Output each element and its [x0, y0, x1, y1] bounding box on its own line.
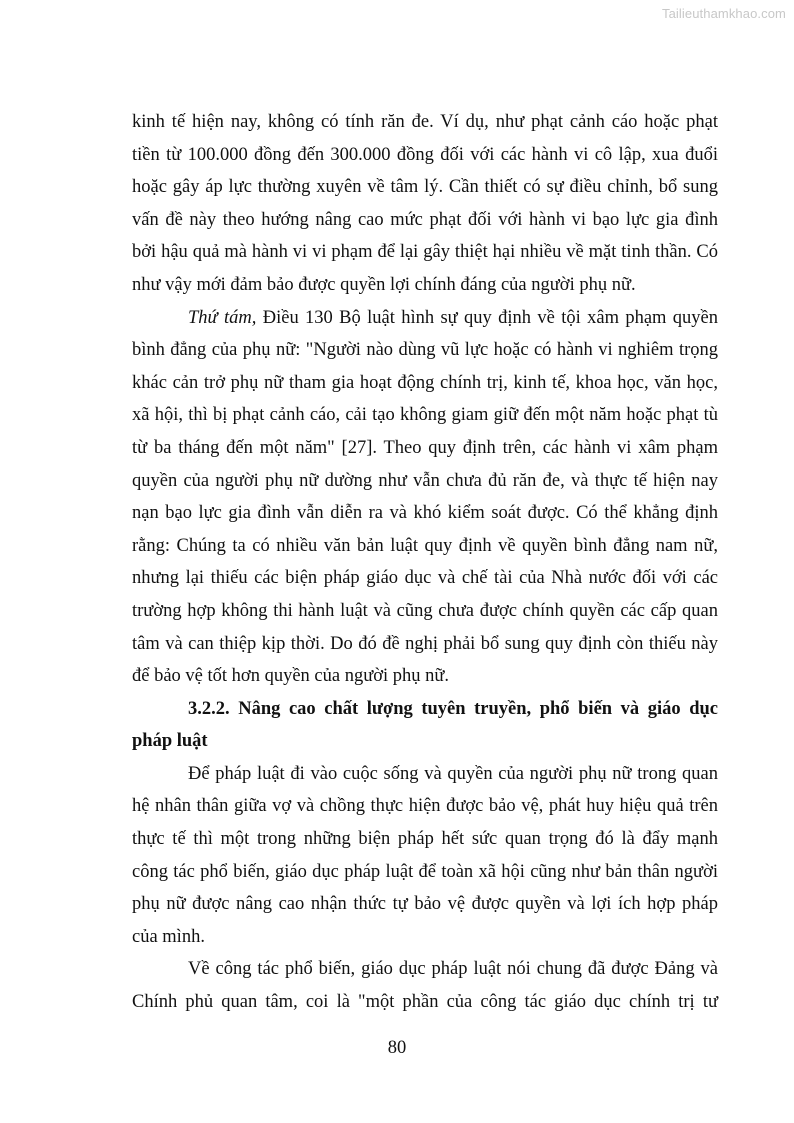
- text-line: nhưng lại thiếu các biện pháp giáo dục và chế tài của Nhà nước đối với các: [132, 568, 718, 589]
- text-line: trường hợp không thi hành luật và cũng chưa được chính quyền các cấp quan: [132, 600, 718, 621]
- paragraph-1: [132, 106, 718, 302]
- text-line: khác cản trở phụ nữ tham gia hoạt động chính trị, kinh tế, khoa học, văn học,: [132, 372, 718, 393]
- text-line: tâm và can thiệp kịp thời. Do đó đề nghị phải bổ sung quy định còn thiếu này: [132, 633, 718, 654]
- text-line: bởi hậu quả mà hành vi vi phạm để lại gây thiệt hại nhiều về mặt tinh thần. Có: [132, 242, 718, 263]
- text-line: để bảo vệ tốt hơn quyền của người phụ nữ.: [132, 666, 450, 687]
- italic-lead: Thứ tám,: [188, 307, 257, 328]
- text-line: của mình.: [132, 926, 205, 947]
- text-line: phụ nữ được nâng cao nhận thức tự bảo vệ được quyền và lợi ích hợp pháp: [132, 894, 718, 915]
- paragraph-3: [132, 758, 718, 954]
- page-number: 80: [387, 1038, 407, 1058]
- text-line: bình đẳng của phụ nữ: "Người nào dùng vũ lực hoặc có hành vi nghiêm trọng: [132, 340, 718, 361]
- heading-line: pháp luật: [132, 731, 208, 752]
- document-body: [132, 106, 718, 1019]
- text-run: Điều 130 Bộ luật hình sự quy định về tội xâm phạm quyền: [256, 307, 718, 328]
- text-line: kinh tế hiện nay, không có tính răn đe. Ví dụ, như phạt cảnh cáo hoặc phạt: [132, 112, 718, 132]
- text-line: thực tế thì một trong những biện pháp hết sức quan trọng đó là đẩy mạnh: [132, 829, 718, 850]
- text-line: Chính phủ quan tâm, coi là "một phần của công tác giáo dục chính trị tư: [132, 992, 718, 1013]
- paragraph-4: [132, 953, 718, 1018]
- text-line: xã hội, thì bị phạt cảnh cáo, cải tạo không giam giữ đến một năm hoặc phạt tù: [132, 405, 718, 426]
- text-line: rằng: Chúng ta có nhiều văn bản luật quy định về quyền bình đẳng nam nữ,: [132, 535, 718, 556]
- text-line: từ ba tháng đến một năm" [27]. Theo quy định trên, các hành vi xâm phạm: [132, 437, 718, 458]
- text-line: [132, 302, 718, 335]
- text-line: vấn đề này theo hướng nâng cao mức phạt đối với hành vi bạo lực gia đình: [132, 209, 718, 230]
- text-line: công tác phổ biến, giáo dục pháp luật để toàn xã hội cũng như bản thân người: [132, 861, 718, 882]
- paragraph-2: [132, 302, 718, 693]
- text-line: quyền của người phụ nữ dường như vẫn chưa đủ răn đe, và thực tế hiện nay: [132, 470, 718, 491]
- text-line: hoặc gây áp lực thường xuyên về tâm lý. Cần thiết có sự điều chỉnh, bổ sung: [132, 177, 718, 198]
- text-line: tiền từ 100.000 đồng đến 300.000 đồng đối với các hành vi cô lập, xua đuổi: [132, 144, 718, 165]
- text-line: hệ nhân thân giữa vợ và chồng thực hiện được bảo vệ, phát huy hiệu quả trên: [132, 796, 718, 817]
- text-line: Để pháp luật đi vào cuộc sống và quyền của người phụ nữ trong quan: [188, 763, 718, 784]
- text-line: nạn bạo lực gia đình vẫn diễn ra và khó kiểm soát được. Có thể khẳng định: [132, 503, 718, 524]
- text-line: Về công tác phổ biến, giáo dục pháp luật nói chung đã được Đảng và: [188, 959, 718, 980]
- heading-line: 3.2.2. Nâng cao chất lượng tuyên truyền, phổ biến và giáo dục: [188, 698, 718, 719]
- text-line: như vậy mới đảm bảo được quyền lợi chính đáng của người phụ nữ.: [132, 274, 636, 295]
- watermark: Tailieuthamkhao.com: [661, 6, 786, 21]
- section-heading: [132, 693, 718, 758]
